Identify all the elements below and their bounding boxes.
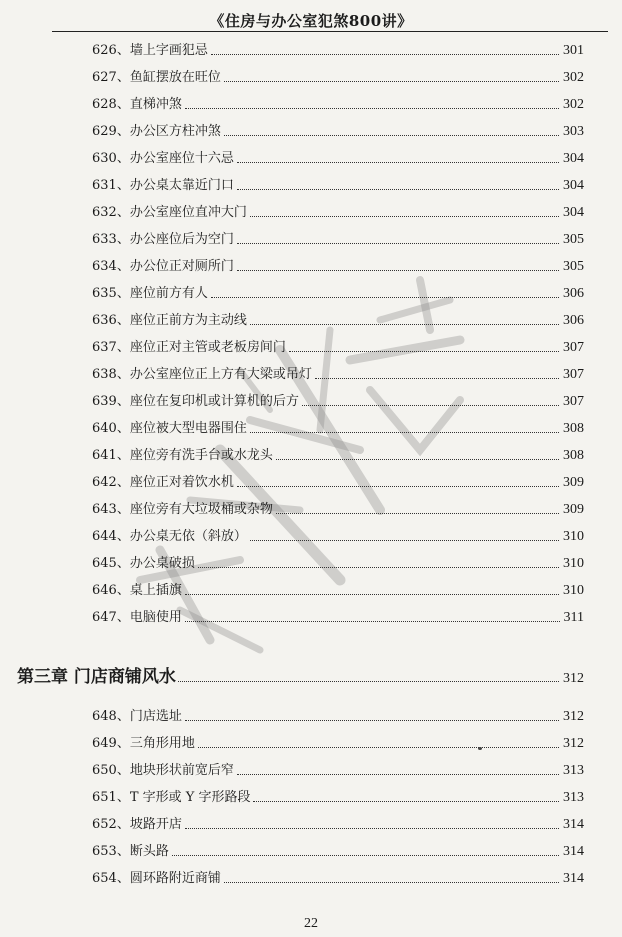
dot-leader [198, 567, 559, 568]
toc-entry[interactable] [92, 607, 584, 627]
toc-entry-label: 646、桌上插旗 [92, 583, 182, 598]
toc-entry-label: 648、门店选址 [92, 709, 182, 724]
dot-leader [315, 378, 559, 379]
toc-entry-label: 627、鱼缸摆放在旺位 [92, 70, 221, 85]
toc-entry[interactable] [92, 418, 584, 438]
toc-entry-label: 641、座位旁有洗手台或水龙头 [92, 448, 273, 463]
toc-entry-label: 631、办公桌太靠近门口 [92, 178, 234, 193]
dot-leader [185, 720, 559, 721]
toc-entry-page: 310 [563, 556, 584, 571]
toc-entry-label: 640、座位被大型电器围住 [92, 421, 247, 436]
toc-entry[interactable] [92, 814, 584, 834]
chapter-title: 第三章 门店商铺风水 [17, 667, 176, 687]
toc-entry-label: 628、直梯冲煞 [92, 97, 182, 112]
toc-entry-page: 307 [563, 367, 584, 382]
dot-leader [250, 540, 559, 541]
toc-entry[interactable] [92, 787, 584, 807]
toc-entry[interactable] [92, 121, 584, 141]
toc-entry[interactable] [92, 337, 584, 357]
toc-entry-label: 639、座位在复印机或计算机的后方 [92, 394, 299, 409]
toc-entry[interactable] [92, 733, 584, 753]
toc-entry[interactable] [92, 202, 584, 222]
toc-entry-page: 304 [563, 178, 584, 193]
toc-entry[interactable] [92, 526, 584, 546]
toc-entry-page: 306 [563, 286, 584, 301]
toc-entry[interactable] [92, 706, 584, 726]
toc-entry-page: 303 [563, 124, 584, 139]
toc-entry-page: 309 [563, 502, 584, 517]
toc-entry-label: 638、办公室座位正上方有大梁或吊灯 [92, 367, 312, 382]
toc-entry-label: 653、断头路 [92, 844, 169, 859]
toc-entry-label: 643、座位旁有大垃圾桶或杂物 [92, 502, 273, 517]
toc-entry[interactable] [92, 94, 584, 114]
toc-entry-page: 311 [563, 610, 584, 625]
toc-entry-page: 304 [563, 151, 584, 166]
dot-leader [172, 855, 559, 856]
dot-leader [250, 216, 559, 217]
toc-entry-page: 310 [563, 583, 584, 598]
page-number: 22 [304, 916, 318, 931]
toc-entry[interactable] [92, 391, 584, 411]
toc-entry-page: 306 [563, 313, 584, 328]
dot-leader [198, 747, 559, 748]
toc-entry[interactable] [92, 868, 584, 888]
dot-leader [253, 801, 559, 802]
toc-entry-label: 634、办公位正对厕所门 [92, 259, 234, 274]
toc-entry[interactable] [92, 229, 584, 249]
toc-entry-page: 305 [563, 232, 584, 247]
dot-leader [289, 351, 559, 352]
toc-entry-page: 301 [563, 43, 584, 58]
toc-entry-page: 308 [563, 448, 584, 463]
toc-entry-page: 302 [563, 97, 584, 112]
dot-leader [237, 486, 559, 487]
dot-leader [185, 621, 560, 622]
toc-entry-label: 652、坡路开店 [92, 817, 182, 832]
toc-entry-label: 647、电脑使用 [92, 610, 182, 625]
toc-entry[interactable] [92, 499, 584, 519]
dot-leader [237, 189, 559, 190]
toc-entry[interactable] [92, 175, 584, 195]
toc-entry-page: 309 [563, 475, 584, 490]
toc-entry-label: 654、圆环路附近商铺 [92, 871, 221, 886]
toc-entry-page: 305 [563, 259, 584, 274]
toc-entry-label: 644、办公桌无依（斜放） [92, 529, 247, 544]
dot-leader [237, 774, 559, 775]
toc-entry-page: 308 [563, 421, 584, 436]
toc-entry-label: 642、座位正对着饮水机 [92, 475, 234, 490]
dot-leader [224, 81, 559, 82]
dot-leader [302, 405, 559, 406]
toc-entry[interactable] [92, 472, 584, 492]
toc-entry[interactable] [92, 841, 584, 861]
toc-entry-page: 314 [563, 844, 584, 859]
dot-leader [250, 324, 559, 325]
toc-entry-label: 651、T 字形或 Y 字形路段 [92, 790, 251, 805]
toc-entry-page: 312 [563, 709, 584, 724]
toc-entry[interactable] [92, 760, 584, 780]
dot-leader [211, 54, 559, 55]
toc-entry[interactable] [92, 553, 584, 573]
toc-entry[interactable] [92, 580, 584, 600]
toc-entry[interactable] [92, 148, 584, 168]
dot-leader [185, 828, 559, 829]
toc-entry-page: 314 [563, 871, 584, 886]
toc-entry-label: 636、座位正前方为主动线 [92, 313, 247, 328]
toc-entry[interactable] [92, 283, 584, 303]
toc-entry-label: 632、办公室座位直冲大门 [92, 205, 247, 220]
dot-leader [185, 594, 559, 595]
toc-entry-label: 626、墙上字画犯忌 [92, 43, 208, 58]
toc-entry-label: 629、办公区方柱冲煞 [92, 124, 221, 139]
toc-entry-page: 302 [563, 70, 584, 85]
dot-leader [211, 297, 559, 298]
dot-leader [224, 135, 559, 136]
toc-entry-label: 637、座位正对主管或老板房间门 [92, 340, 286, 355]
dot-leader [178, 681, 559, 682]
toc-entry[interactable] [92, 364, 584, 384]
dot-leader [237, 243, 559, 244]
toc-entry-label: 650、地块形状前宽后窄 [92, 763, 234, 778]
chapter-heading[interactable] [17, 664, 584, 688]
dot-leader [276, 513, 559, 514]
toc-entry-page: 313 [563, 763, 584, 778]
toc-entry-label: 630、办公室座位十六忌 [92, 151, 234, 166]
toc-entry-page: 307 [563, 394, 584, 409]
toc-entry[interactable] [92, 310, 584, 330]
toc-entry[interactable] [92, 256, 584, 276]
dot-leader [185, 108, 559, 109]
toc-entry-page: 314 [563, 817, 584, 832]
page-header-title: 《住房与办公室犯煞800讲》 [209, 12, 413, 30]
dot-leader [237, 270, 559, 271]
dot-leader [224, 882, 559, 883]
dot-leader [276, 459, 559, 460]
toc-entry[interactable] [92, 67, 584, 87]
toc-entry[interactable] [92, 40, 584, 60]
dot-leader [237, 162, 559, 163]
header-rule [52, 31, 608, 32]
toc-entry-page: 307 [563, 340, 584, 355]
toc-entry-label: 645、办公桌破损 [92, 556, 195, 571]
toc-entry-page: 310 [563, 529, 584, 544]
toc-entry-label: 635、座位前方有人 [92, 286, 208, 301]
scan-speck [478, 747, 482, 750]
chapter-page: 312 [563, 671, 584, 686]
toc-entry-label: 633、办公座位后为空门 [92, 232, 234, 247]
toc-entry-label: 649、三角形用地 [92, 736, 195, 751]
toc-entry-page: 312 [563, 736, 584, 751]
dot-leader [250, 432, 559, 433]
toc-entry-page: 313 [563, 790, 584, 805]
toc-entry-page: 304 [563, 205, 584, 220]
toc-entry[interactable] [92, 445, 584, 465]
